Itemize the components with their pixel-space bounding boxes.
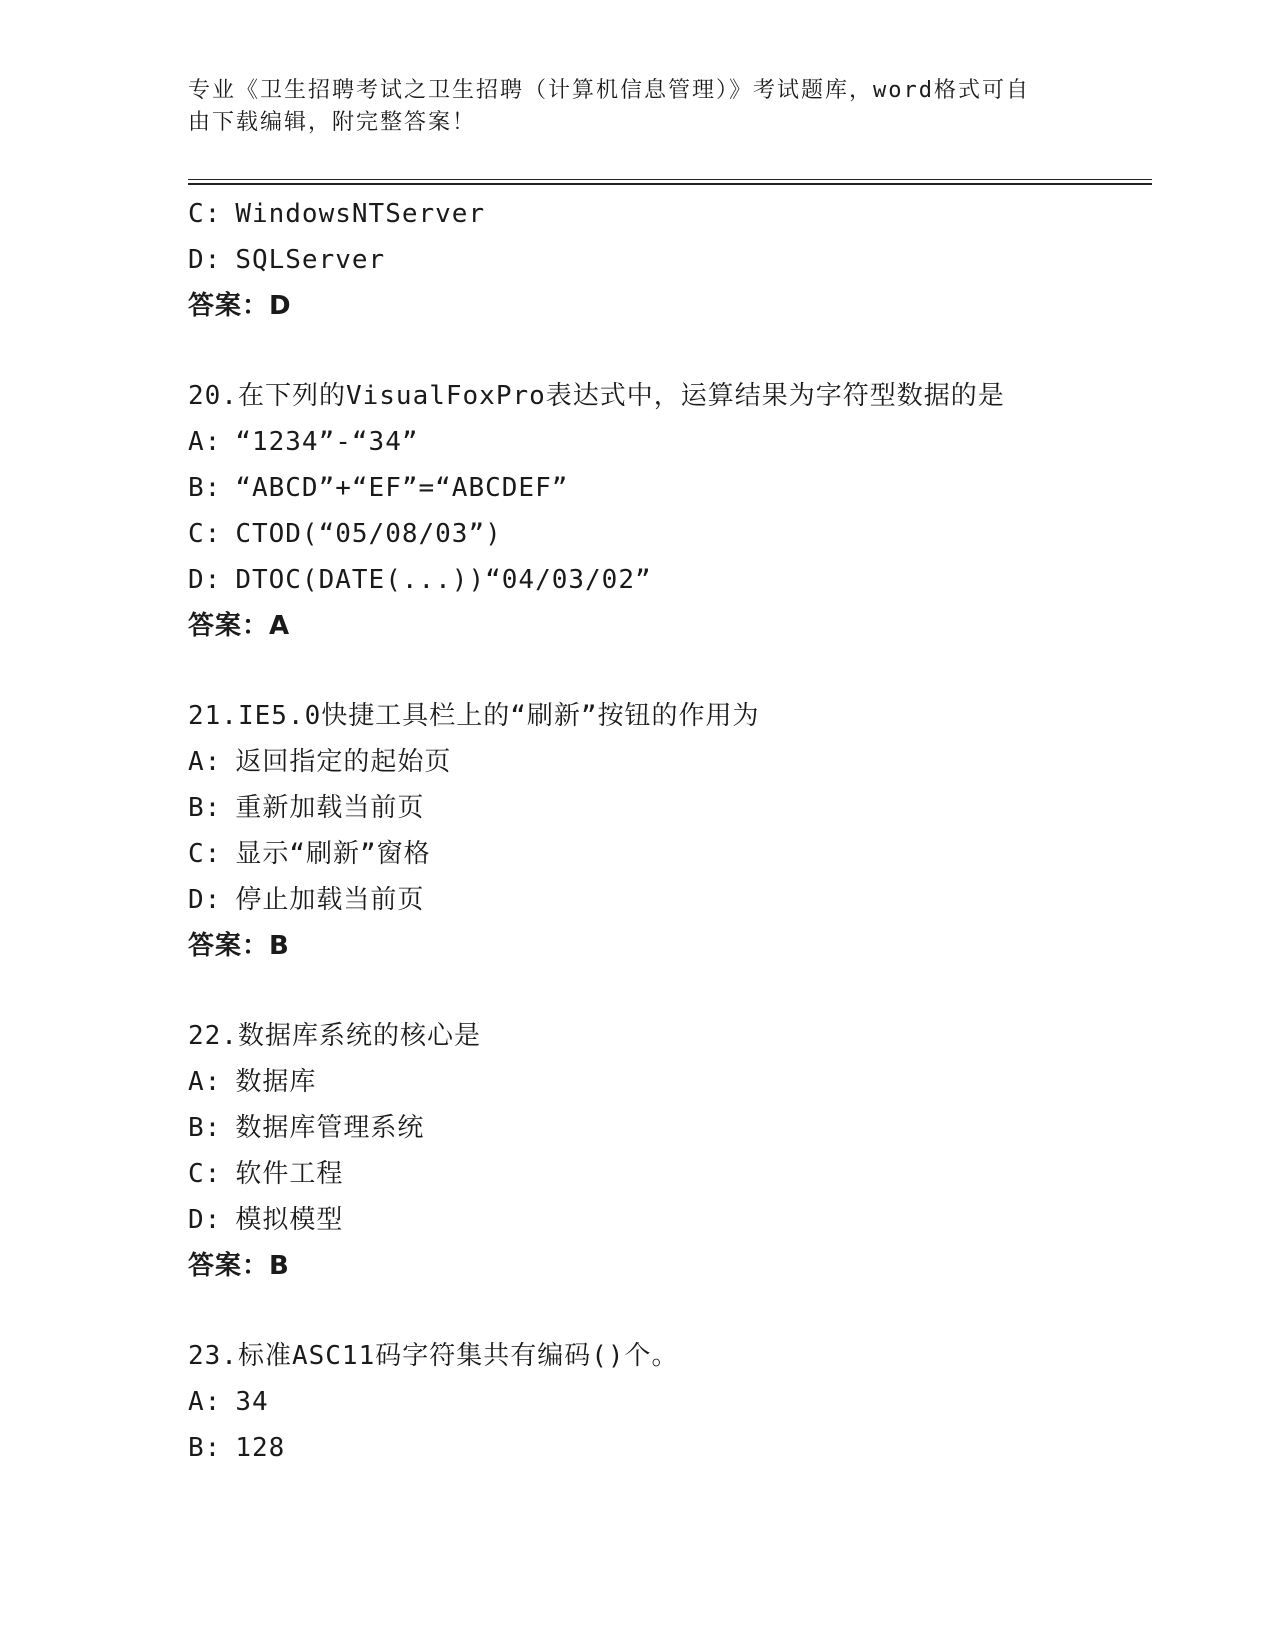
option-line <box>188 511 1148 557</box>
option-text: 128 <box>235 1433 286 1463</box>
option-line <box>188 877 1148 923</box>
question-text: 23.标准ASC11码字符集共有编码()个。 <box>188 1341 679 1371</box>
option-line <box>188 557 1148 603</box>
option-line <box>188 785 1148 831</box>
option-line <box>188 1105 1148 1151</box>
option-key: A: <box>188 1387 222 1417</box>
option-key: C: <box>188 839 222 869</box>
option-text: 停止加载当前页 <box>235 885 425 915</box>
option-key: B: <box>188 1433 222 1463</box>
option-line <box>188 419 1148 465</box>
header-line-2: 由下载编辑，附完整答案！ <box>188 110 477 135</box>
option-key: D: <box>188 565 222 595</box>
option-key: A: <box>188 1067 222 1097</box>
option-key: B: <box>188 793 222 823</box>
option-key: B: <box>188 473 222 503</box>
option-line <box>188 237 1148 283</box>
option-text: 数据库 <box>235 1067 317 1097</box>
option-text: CTOD(“05/08/03”) <box>235 519 502 549</box>
question-list <box>188 191 1148 1471</box>
option-text: WindowsNTServer <box>235 199 486 229</box>
option-key: D: <box>188 1205 222 1235</box>
option-line <box>188 465 1148 511</box>
option-line <box>188 831 1148 877</box>
option-line <box>188 1197 1148 1243</box>
header-line-1: 专业《卫生招聘考试之卫生招聘（计算机信息管理）》考试题库，word格式可自 <box>188 78 1030 103</box>
header-divider-thin <box>188 179 1152 180</box>
document-header <box>188 75 1068 139</box>
option-line <box>188 1379 1148 1425</box>
option-key: A: <box>188 427 222 457</box>
option-text: 返回指定的起始页 <box>235 747 452 777</box>
option-key: C: <box>188 1159 222 1189</box>
question-text: 21.IE5.0快捷工具栏上的“刷新”按钮的作用为 <box>188 701 760 731</box>
option-key: D: <box>188 885 222 915</box>
answer-line: 答案：B <box>188 931 290 961</box>
option-line <box>188 191 1148 237</box>
option-line <box>188 1425 1148 1471</box>
option-line <box>188 1059 1148 1105</box>
option-text: 重新加载当前页 <box>235 793 425 823</box>
option-key: A: <box>188 747 222 777</box>
option-text: SQLServer <box>235 245 386 275</box>
answer-line: 答案：D <box>188 291 292 321</box>
option-text: “1234”-“34” <box>235 427 419 457</box>
option-text: 34 <box>235 1387 269 1417</box>
answer-line: 答案：B <box>188 1251 290 1281</box>
question-text: 20.在下列的VisualFoxPro表达式中，运算结果为字符型数据的是 <box>188 381 1005 411</box>
option-text: 模拟模型 <box>235 1205 344 1235</box>
option-text: “ABCD”+“EF”=“ABCDEF” <box>235 473 569 503</box>
option-line <box>188 739 1148 785</box>
option-text: 软件工程 <box>235 1159 344 1189</box>
header-divider-thick <box>188 183 1152 185</box>
option-key: C: <box>188 199 222 229</box>
option-text: 数据库管理系统 <box>235 1113 425 1143</box>
answer-line: 答案：A <box>188 611 291 641</box>
option-text: DTOC(DATE(...))“04/03/02” <box>235 565 652 595</box>
option-text: 显示“刷新”窗格 <box>235 839 431 869</box>
option-key: D: <box>188 245 222 275</box>
option-key: B: <box>188 1113 222 1143</box>
question-text: 22.数据库系统的核心是 <box>188 1021 481 1051</box>
option-line <box>188 1151 1148 1197</box>
option-key: C: <box>188 519 222 549</box>
